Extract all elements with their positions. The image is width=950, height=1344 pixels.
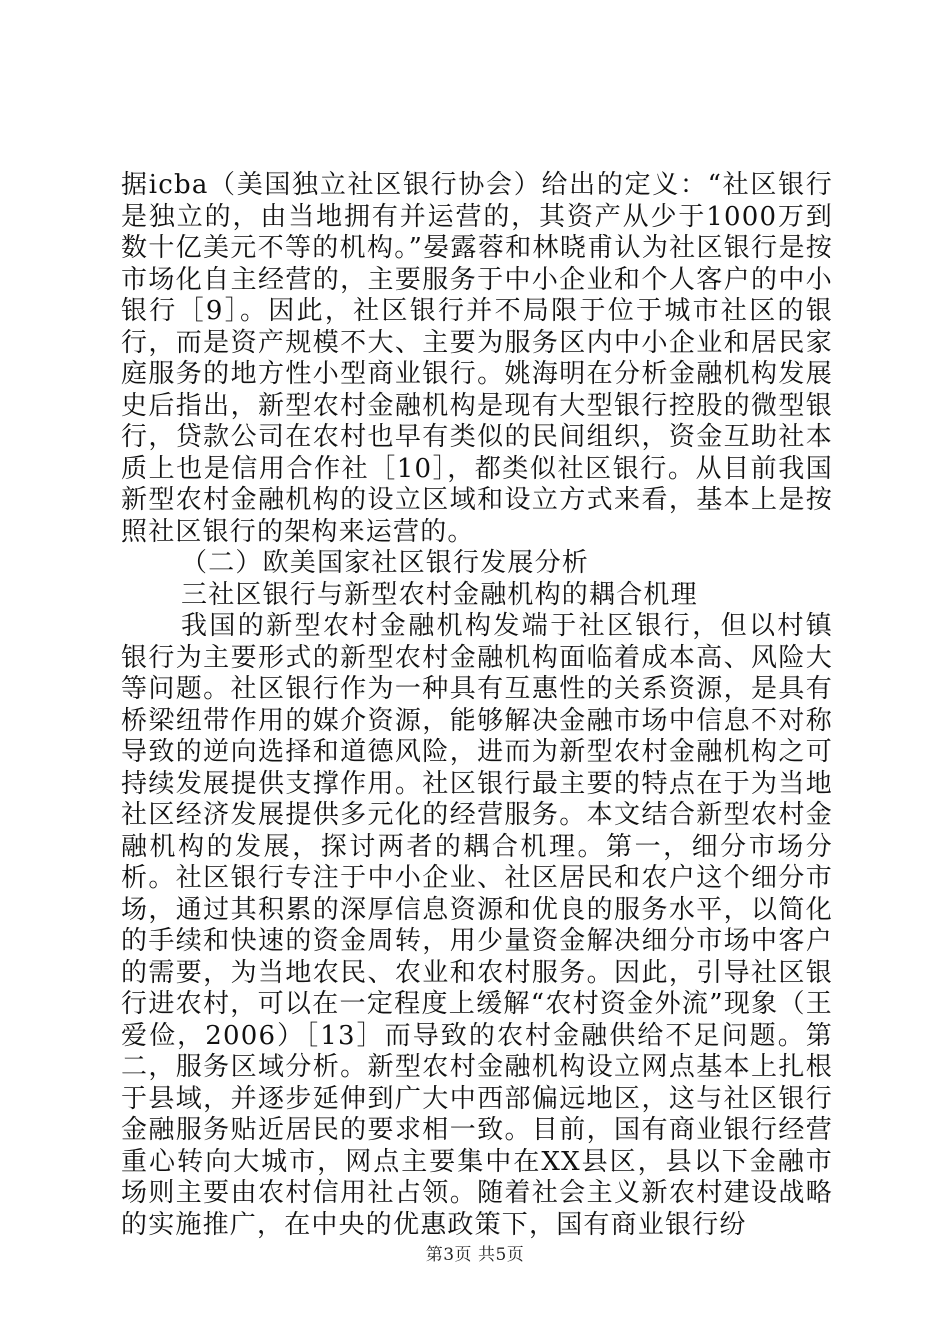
- page-footer: 第3页 共5页: [425, 1245, 525, 1265]
- paragraph-definition: 据icba（美国独立社区银行协会）给出的定义：“社区银行是独立的，由当地拥有并运营的，其资产从少于1000万到数十亿美元不等的机构。”晏露蓉和林晓甫认为社区银行是按市场化自主经营的，主要服务于中小企业和个人客户的中小银行［9］。因此，社区银行并不局限于位于城市社区的银行，而是资产规模不大、主要为服务区内中小企业和居民家庭服务的地方性小型商业银行。姚海明在分析金融机构发展史后指出，新型农村金融机构是现有大型银行控股的微型银行，贷款公司在农村也早有类似的民间组织，资金互助社本质上也是信用合作社［10］，都类似社区银行。从目前我国新型农村金融机构的设立区域和设立方式来看，基本上是按照社区银行的架构来运营的。: [121, 170, 833, 547]
- document-body: [121, 170, 833, 1241]
- section-heading-coupling: 三社区银行与新型农村金融机构的耦合机理: [181, 579, 698, 610]
- paragraph-coupling-mechanism: 我国的新型农村金融机构发端于社区银行，但以村镇银行为主要形式的新型农村金融机构面临着成本高、风险大等问题。社区银行作为一种具有互惠性的关系资源，是具有桥梁纽带作用的媒介资源，能够解决金融市场中信息不对称导致的逆向选择和道德风险，进而为新型农村金融机构之可持续发展提供支撑作用。社区银行最主要的特点在于为当地社区经济发展提供多元化的经营服务。本文结合新型农村金融机构的发展，探讨两者的耦合机理。第一，细分市场分析。社区银行专注于中小企业、社区居民和农户这个细分市场，通过其积累的深厚信息资源和优良的服务水平，以简化的手续和快速的资金周转，用少量资金解决细分市场中客户的需要，为当地农民、农业和农村服务。因此，引导社区银行进农村，可以在一定程度上缓解“农村资金外流”现象（王爱俭，2006）［13］而导致的农村金融供给不足问题。第二，服务区域分析。新型农村金融机构设立网点基本上扎根于县域，并逐步延伸到广大中西部偏远地区，这与社区银行金融服务贴近居民的要求相一致。目前，国有商业银行经营重心转向大城市，网点主要集中在XX县区，县以下金融市场则主要由农村信用社占领。随着社会主义新农村建设战略的实施推广，在中央的优惠政策下，国有商业银行纷: [121, 611, 833, 1240]
- section-heading-europe-us: （二）欧美国家社区银行发展分析: [181, 548, 590, 578]
